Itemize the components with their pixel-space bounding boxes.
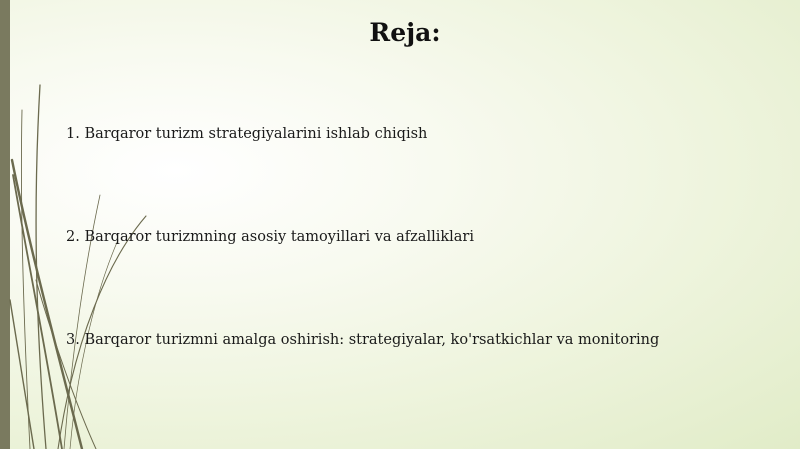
slide-title: Reja:	[369, 18, 441, 47]
grass-decoration-icon	[0, 0, 200, 449]
plan-item-2: 2. Barqaror turizmning asosiy tamoyillari va afzalliklari	[66, 229, 474, 245]
plan-item-1: 1. Barqaror turizm strategiyalarini ishlab chiqish	[66, 126, 428, 142]
plan-item-3: 3. Barqaror turizmni amalga oshirish: strategiyalar, ko'rsatkichlar va monitoring	[66, 332, 660, 348]
